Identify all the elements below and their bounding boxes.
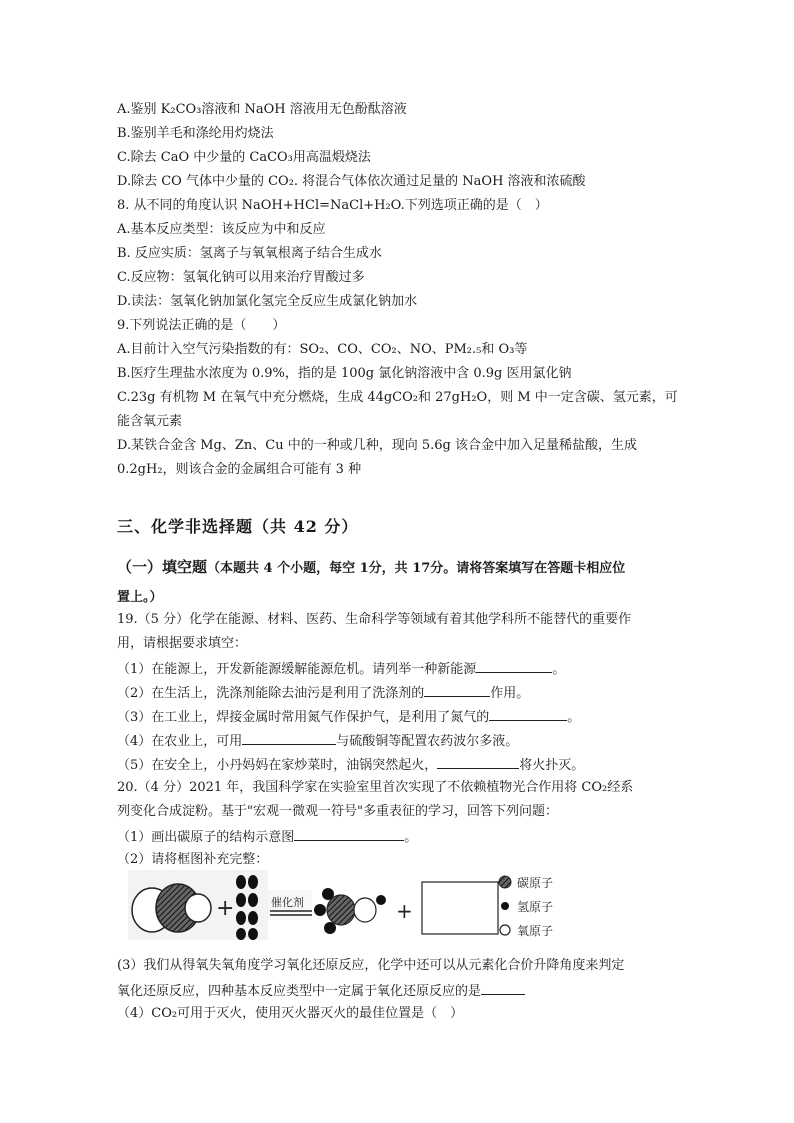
q7-option-c: C.除去 CaO 中少量的 CaCO₃用高温煅烧法 — [117, 150, 371, 165]
legend-carbon-icon — [499, 876, 511, 888]
q20-part1 — [117, 826, 417, 848]
hydrogen-atom — [248, 928, 258, 940]
hydrogen-atom — [248, 893, 258, 907]
q19-part2 — [117, 682, 529, 704]
legend-hydrogen-icon — [501, 902, 509, 910]
answer-blank[interactable] — [437, 754, 519, 769]
answer-blank[interactable] — [476, 658, 552, 673]
legend-oxygen-icon — [500, 925, 510, 935]
answer-blank[interactable] — [481, 980, 525, 995]
q8-option-b: B. 反应实质：氢离子与氧氧根离子结合生成水 — [117, 246, 382, 261]
answer-blank[interactable] — [242, 730, 336, 745]
q20-part3-line2 — [117, 980, 525, 1002]
oxygen-atom — [185, 894, 211, 922]
q19-part4-text: （4）在农业上，可用 — [117, 734, 243, 749]
part-title-note: （本题共 4 个小题，每空 1分，共 17分。请将答案填写在答题卡相应位 — [207, 561, 626, 576]
q19-part3-end: 。 — [567, 710, 581, 725]
q19-stem-line1: 19.（5 分）化学在能源、材料、医药、生命科学等领域有着其他学科所不能替代的重要作 — [117, 612, 632, 627]
q19-part2-end: 作用。 — [490, 686, 530, 701]
q19-part5-text: （5）在安全上，小丹妈妈在家炒菜时，油锅突然起火， — [117, 758, 438, 773]
hydrogen-atom — [236, 875, 246, 889]
q20-part3-line1: (3）我们从得氧失氧角度学习氧化还原反应，化学中还可以从元素化合价升降角度来判定 — [117, 958, 625, 973]
part-title — [117, 556, 625, 577]
q20-part3-text: 氧化还原反应，四种基本反应类型中一定属于氧化还原反应的是 — [117, 984, 482, 999]
hydrogen-atom — [236, 928, 246, 940]
answer-blank[interactable] — [294, 826, 404, 841]
legend-hydrogen-label: 氢原子 — [517, 900, 554, 914]
plus-sign: + — [216, 896, 235, 921]
answer-box[interactable] — [422, 882, 498, 934]
q9-option-a: A.目前计入空气污染指数的有：SO₂、CO、CO₂、NO、PM₂.₅和 O₃等 — [117, 342, 528, 357]
answer-blank[interactable] — [489, 706, 567, 721]
part-title-note-line2: 置上。） — [117, 590, 163, 605]
q19-part4-end: 与硫酸铜等配置农药波尔多液。 — [336, 734, 519, 749]
q20-stem-line2: 列变化合成淀粉。基于"宏观一微观一符号"多重表征的学习，回答下列问题： — [117, 804, 558, 819]
hydrogen-atom — [248, 911, 258, 925]
q19-part1 — [117, 658, 565, 680]
part-title-label: （一）填空题 — [117, 558, 208, 576]
oxygen-atom — [354, 898, 376, 922]
q9-option-d-line2: 0.2gH₂，则该合金的金属组合可能有 3 种 — [117, 462, 362, 477]
q19-part1-end: 。 — [552, 662, 566, 677]
q9-option-c-line1: C.23g 有机物 M 在氧气中充分燃烧，生成 44gCO₂和 27gH₂O，则 M 中一定含碳、氢元素，可 — [117, 390, 678, 405]
answer-blank[interactable] — [424, 682, 490, 697]
q20-part1-end: 。 — [404, 830, 418, 845]
q19-part3 — [117, 706, 580, 728]
section-title: 三、化学非选择题（共 42 分） — [117, 517, 359, 536]
q19-part5-end: 将火扑灭。 — [519, 758, 585, 773]
q9-stem: 9.下列说法正确的是（ ） — [117, 318, 286, 333]
q8-option-d: D.读法：氢氧化钠加氯化氢完全反应生成氯化钠加水 — [117, 294, 418, 309]
q20-part2: （2）请将框图补充完整： — [117, 852, 269, 867]
q19-part4 — [117, 730, 518, 752]
legend-oxygen-label: 氧原子 — [517, 924, 554, 938]
q20-part1-text: （1）画出碳原子的结构示意图 — [117, 830, 295, 845]
q20-part4: （4）CO₂可用于灭火，使用灭火器灭火的最佳位置是（ ） — [117, 1006, 464, 1021]
hydrogen-atom — [236, 911, 246, 925]
q19-part2-text: （2）在生活上，洗涤剂能除去油污是利用了洗涤剂的 — [117, 686, 425, 701]
q20-stem-line1: 20.（4 分）2021 年，我国科学家在实验室里首次实现了不依赖植物光合作用将 CO₂经系 — [117, 780, 634, 795]
q8-stem: 8. 从不同的角度认识 NaOH+HCl=NaCl+H₂O.下列选项正确的是（ ） — [117, 198, 548, 213]
q8-option-a: A.基本反应类型：该反应为中和反应 — [117, 222, 326, 237]
q19-part1-text: （1）在能源上，开发新能源缓解能源危机。请列举一种新能源 — [117, 662, 477, 677]
catalyst-label: 催化剂 — [271, 896, 304, 909]
q7-option-b: B.鉴别羊毛和涤纶用灼烧法 — [117, 126, 274, 141]
q7-option-a: A.鉴别 K₂CO₃溶液和 NaOH 溶液用无色酚酞溶液 — [117, 102, 407, 117]
q19-part5 — [117, 754, 584, 776]
q9-option-b: B.医疗生理盐水浓度为 0.9%，指的是 100g 氯化钠溶液中含 0.9g 医用氯化钠 — [117, 366, 572, 381]
q19-part3-text: （3）在工业上，焊接金属时常用氮气作保护气，是利用了氮气的 — [117, 710, 490, 725]
q19-stem-line2: 用，请根据要求填空： — [117, 636, 248, 651]
q9-option-c-line2: 能含氧元素 — [117, 414, 183, 429]
hydrogen-atom — [376, 895, 386, 905]
carbon-atom — [327, 895, 355, 925]
hydrogen-atom — [314, 904, 326, 916]
hydrogen-atom — [236, 893, 246, 907]
legend-carbon-label: 碳原子 — [517, 876, 554, 890]
reaction-diagram — [128, 868, 568, 944]
hydrogen-atom — [248, 875, 258, 889]
q8-option-c: C.反应物：氢氧化钠可以用来治疗胃酸过多 — [117, 270, 365, 285]
plus-sign: + — [396, 899, 413, 923]
q7-option-d: D.除去 CO 气体中少量的 CO₂. 将混合气体依次通过足量的 NaOH 溶液和浓硫酸 — [117, 174, 586, 189]
q9-option-d-line1: D.某铁合金含 Mg、Zn、Cu 中的一种或几种，现向 5.6g 该合金中加入足量稀盐酸，生成 — [117, 438, 637, 453]
